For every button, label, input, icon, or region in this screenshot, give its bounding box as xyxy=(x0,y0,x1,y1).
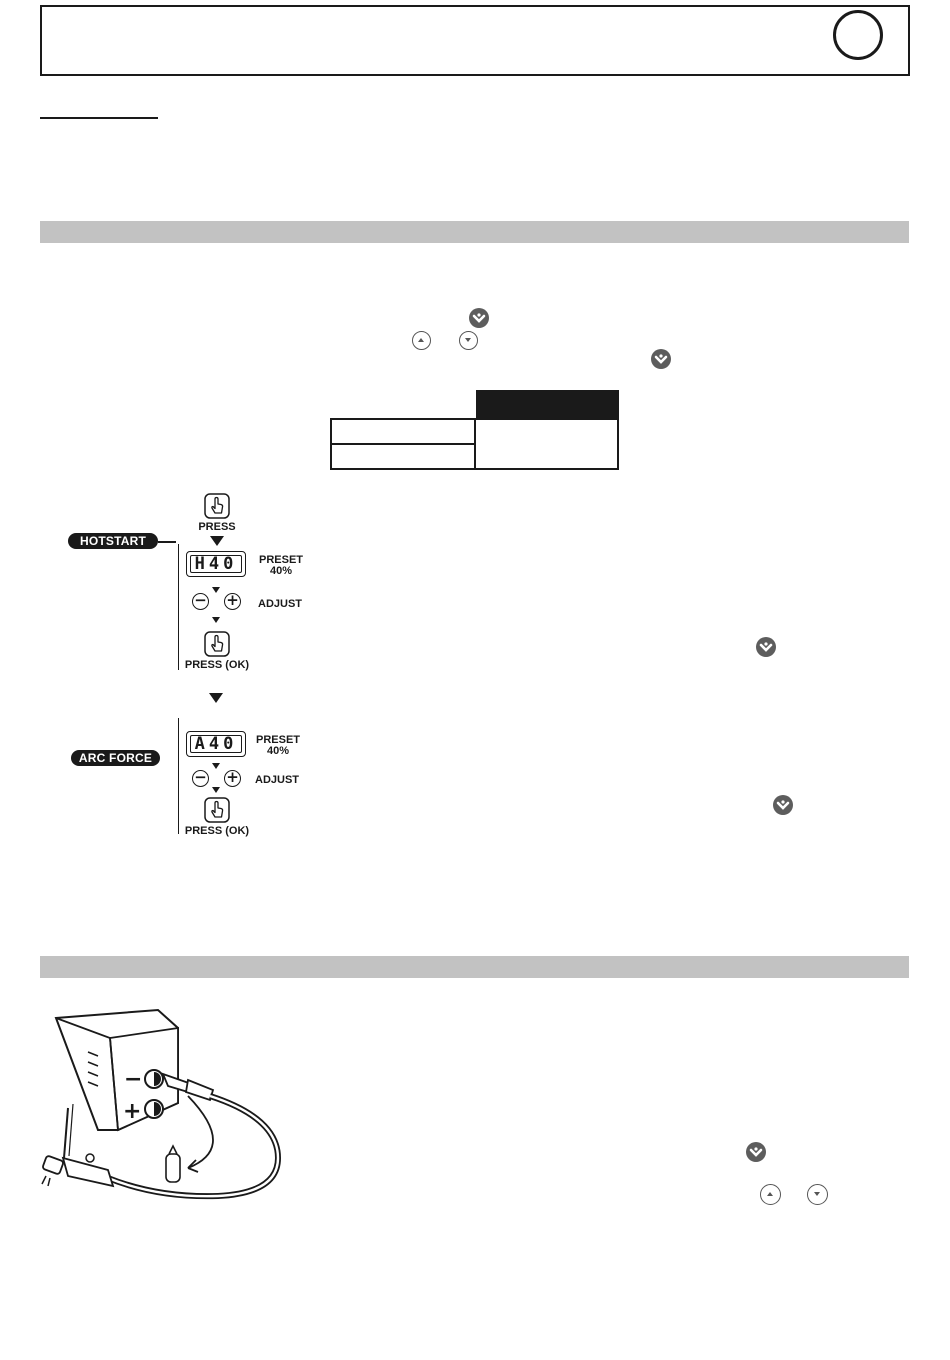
ok-button-icon xyxy=(650,348,672,374)
bracket-line xyxy=(178,544,179,670)
adjust-label: ADJUST xyxy=(255,774,300,786)
bracket-line xyxy=(178,718,179,834)
plus-icon: + xyxy=(224,593,241,610)
press-ok-label: PRESS (OK) xyxy=(184,659,250,671)
preset-label: PRESET xyxy=(258,554,303,566)
hotstart-label: HOTSTART xyxy=(68,533,158,549)
lcd-display xyxy=(186,551,246,577)
table-divider xyxy=(330,443,475,445)
positive-terminal-sign: + xyxy=(123,1099,142,1124)
down-arrow-button-icon xyxy=(459,331,478,350)
bracket-connector xyxy=(158,541,176,543)
preset-value: 40% xyxy=(266,745,290,757)
lcd-display xyxy=(186,731,246,757)
arrow-down-icon xyxy=(212,787,220,793)
hand-press-icon xyxy=(204,797,230,823)
arrow-down-icon xyxy=(209,693,223,703)
arrow-down-icon xyxy=(212,763,220,769)
ok-button-icon xyxy=(745,1141,767,1167)
language-badge-circle xyxy=(833,10,883,60)
adjust-label: ADJUST xyxy=(258,598,303,610)
ok-button-icon xyxy=(772,794,794,820)
hand-press-icon xyxy=(204,493,230,519)
arrow-down-icon xyxy=(212,617,220,623)
arrow-down-icon xyxy=(212,587,220,593)
press-ok-label: PRESS (OK) xyxy=(184,825,250,837)
down-arrow-button-icon xyxy=(807,1184,828,1205)
table-header-cell xyxy=(476,390,619,420)
header-box xyxy=(40,5,910,76)
tig-torch-connection-illustration xyxy=(38,1008,298,1212)
section-bar-1 xyxy=(40,221,909,243)
press-label: PRESS xyxy=(198,521,236,533)
negative-terminal-sign: − xyxy=(124,1067,143,1092)
hand-press-icon xyxy=(204,631,230,657)
section-title-underline xyxy=(40,117,158,119)
section-bar-2 xyxy=(40,956,909,978)
minus-icon: − xyxy=(192,593,209,610)
ok-button-icon xyxy=(755,636,777,662)
preset-label: PRESET xyxy=(255,734,300,746)
up-arrow-button-icon xyxy=(760,1184,781,1205)
minus-icon: − xyxy=(192,770,209,787)
ok-button-icon xyxy=(468,307,490,333)
plus-icon: + xyxy=(224,770,241,787)
arc-force-label: ARC FORCE xyxy=(71,750,160,766)
preset-value: 40% xyxy=(269,565,293,577)
up-arrow-button-icon xyxy=(412,331,431,350)
arrow-down-icon xyxy=(210,536,224,546)
lcd-value: H40 xyxy=(190,555,242,573)
lcd-value: A40 xyxy=(190,735,242,753)
